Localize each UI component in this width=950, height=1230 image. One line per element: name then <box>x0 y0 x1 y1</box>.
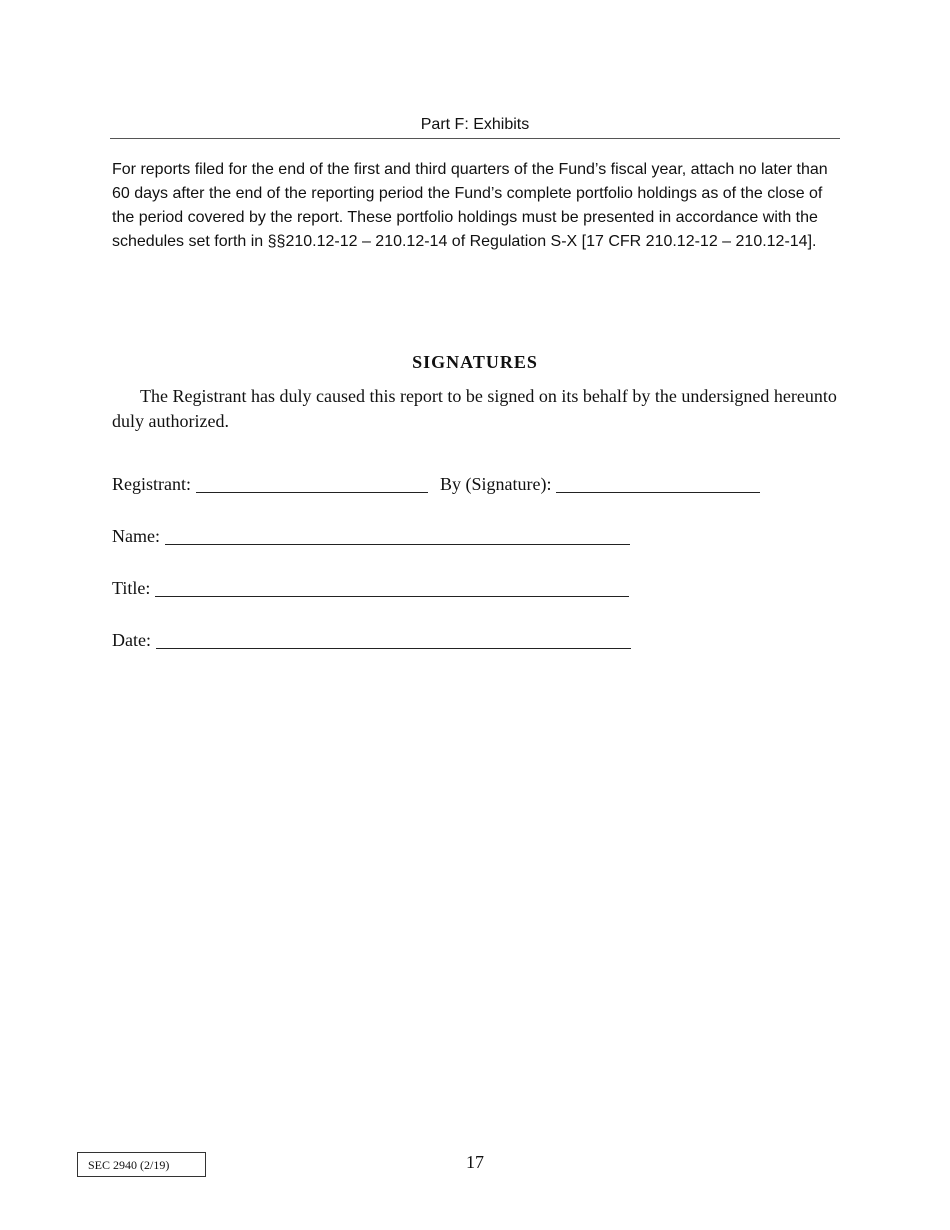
signatures-statement: The Registrant has duly caused this report to be signed on its behalf by the undersigned hereunto duly authorized. <box>112 386 837 431</box>
signature-label: By (Signature): <box>440 474 552 494</box>
signature-field[interactable] <box>556 474 760 493</box>
part-f-heading: Part F: Exhibits <box>110 114 840 139</box>
date-label: Date: <box>112 630 151 650</box>
title-field[interactable] <box>155 578 629 597</box>
part-f-body: For reports filed for the end of the first and third quarters of the Fund’s fiscal year, attach no later than 60 days after the end of the reporting period the Fund’s complete portfolio holdings as of the close of the period covered by the report. These portfolio holdings must be presented in accordance with the schedules set forth in §§210.12-12 – 210.12-14 of Regulation S-X [17 CFR 210.12-12 – 210.12-14]. <box>112 161 828 250</box>
date-row <box>112 628 631 652</box>
form-code-box: SEC 2940 (2/19) <box>77 1152 206 1177</box>
title-label: Title: <box>112 578 151 598</box>
registrant-signature-row <box>112 472 760 496</box>
date-field[interactable] <box>156 630 631 649</box>
name-label: Name: <box>112 526 160 546</box>
title-row <box>112 576 629 600</box>
name-field[interactable] <box>165 526 630 545</box>
page-number: 17 <box>466 1152 484 1172</box>
registrant-label: Registrant: <box>112 474 191 494</box>
signatures-heading: SIGNATURES <box>412 352 538 372</box>
registrant-field[interactable] <box>196 474 428 493</box>
name-row <box>112 524 630 548</box>
